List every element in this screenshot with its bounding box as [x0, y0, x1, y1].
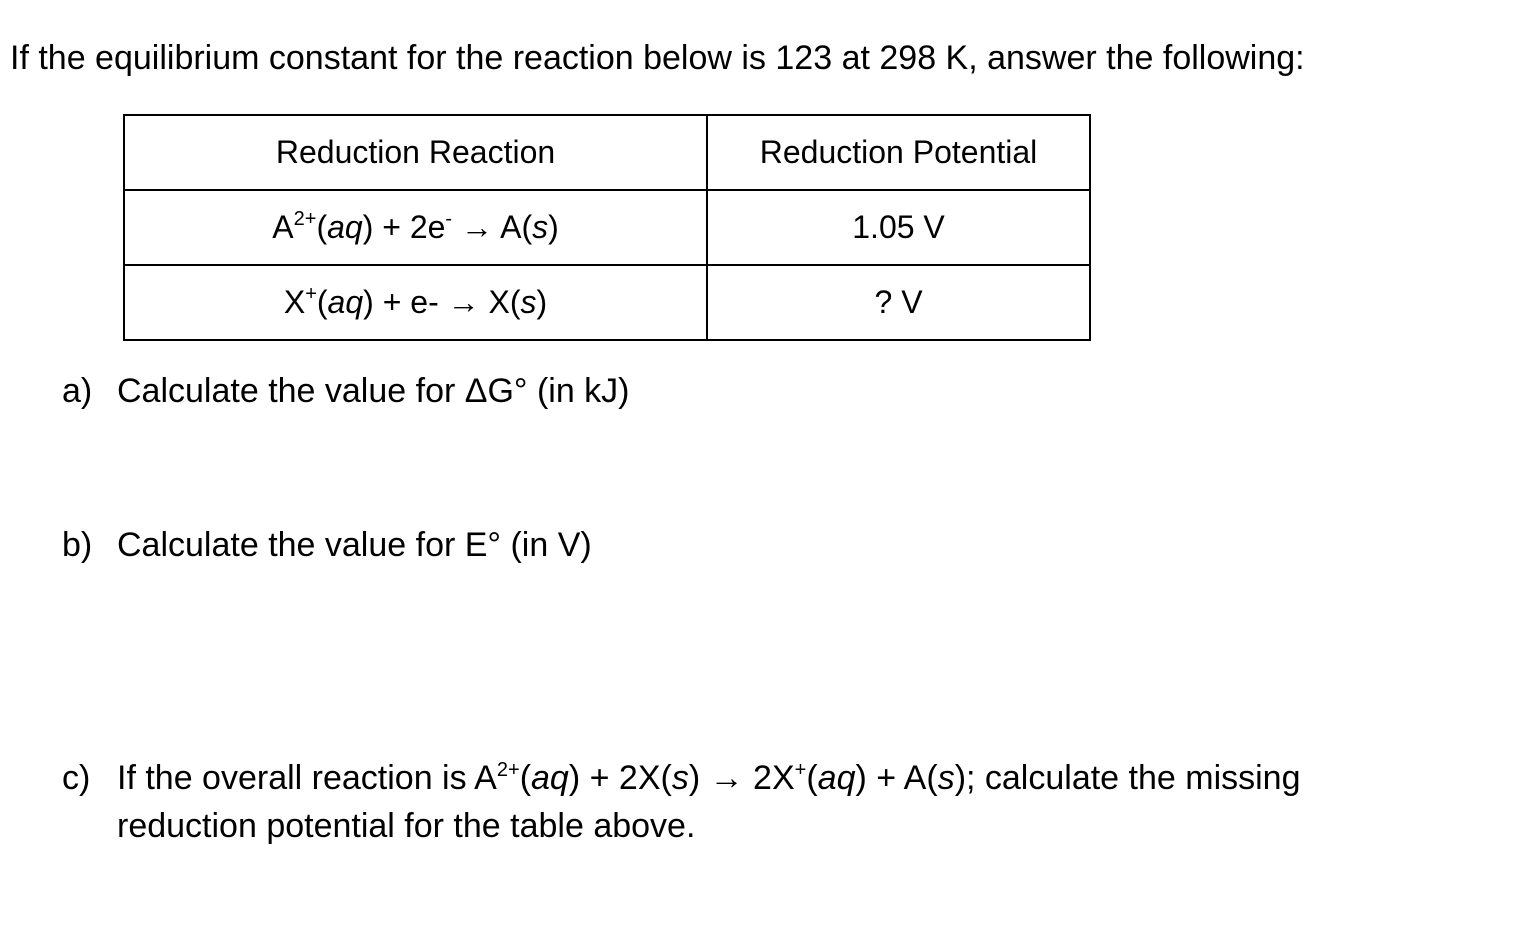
- product: A: [500, 209, 522, 245]
- state: aq: [531, 759, 569, 797]
- table-row: [124, 265, 1090, 340]
- state: aq: [817, 759, 856, 797]
- reaction-rest: + e- →: [373, 284, 489, 320]
- question-label: c): [62, 759, 91, 797]
- header-reduction-reaction: Reduction Reaction: [124, 115, 707, 190]
- reaction-rest: + 2e: [373, 209, 446, 245]
- species: X: [283, 284, 306, 320]
- state: s: [671, 759, 689, 797]
- question-text: Calculate the value for E° (in V): [117, 526, 592, 564]
- reaction-cell-a: $A^{2+}(aq) + 2e^- \to A(s)$: [124, 190, 707, 265]
- product-state: s: [520, 284, 537, 320]
- arrow: →: [452, 209, 501, 245]
- state: s: [937, 759, 955, 797]
- charge: 2+: [293, 208, 317, 230]
- charge: +: [794, 759, 807, 781]
- question-label: b): [62, 526, 93, 564]
- state: aq: [327, 209, 363, 245]
- potential-cell-a: 1.05 V: [707, 190, 1090, 265]
- table-header-row: [124, 115, 1090, 190]
- potential-cell-x: ? V: [707, 265, 1090, 340]
- question-text: [117, 754, 1417, 850]
- text-part: ); calculate the missing: [954, 759, 1301, 797]
- text-part: If the overall reaction is A: [117, 759, 497, 797]
- text-part: ) + 2X(: [568, 759, 672, 797]
- text-part: ) + A(: [855, 759, 938, 797]
- table-row: [124, 190, 1090, 265]
- reduction-table: [123, 114, 1091, 341]
- reaction-cell-x: X+(aq) + e- → X(s): [124, 265, 707, 340]
- question-label: a): [62, 372, 93, 410]
- electron-charge: -: [445, 208, 453, 230]
- question-line-1: If the overall reaction is $A^{2+}(aq) + 2X(s) \to 2X^+(aq) + A(s)$; calculate the missing: [117, 759, 1301, 797]
- question-text: Calculate the value for ΔG° (in kJ): [117, 372, 630, 410]
- question-line-2: reduction potential for the table above.: [117, 807, 696, 845]
- header-reduction-potential: Reduction Potential: [707, 115, 1090, 190]
- problem-intro: If the equilibrium constant for the reaction below is 123 at 298 K, answer the following:: [10, 39, 1305, 77]
- product-state: s: [532, 209, 549, 245]
- text-part: ) → 2X: [688, 759, 795, 797]
- charge: 2+: [496, 759, 520, 781]
- state: aq: [327, 284, 364, 320]
- charge: +: [305, 283, 317, 305]
- product: X: [488, 284, 510, 320]
- species: A: [272, 209, 294, 245]
